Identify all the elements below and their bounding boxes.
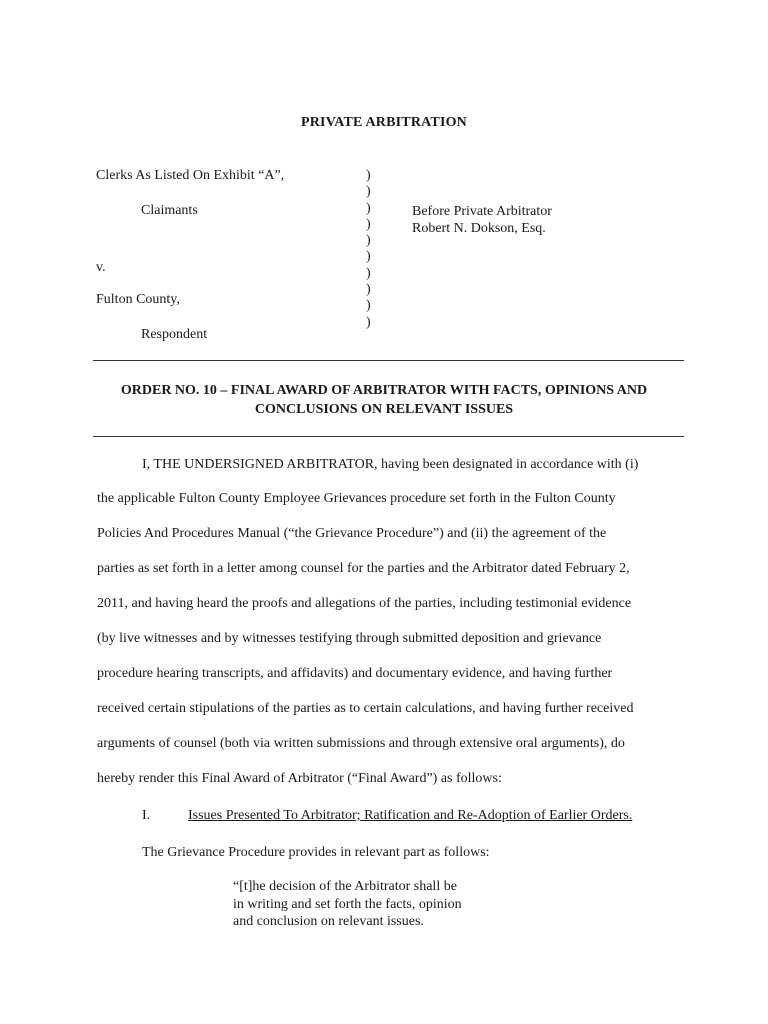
caption-paren-column: ) ) ) ) ) ) ) ) ) ) bbox=[366, 168, 371, 330]
divider-top bbox=[93, 360, 684, 361]
order-title bbox=[0, 381, 768, 419]
body-line: the applicable Fulton County Employee Grievances procedure set forth in the Fulton County bbox=[97, 491, 616, 506]
respondent-name: Fulton County, bbox=[96, 292, 180, 307]
respondent-role: Respondent bbox=[141, 327, 208, 342]
arbitrator-line-2: Robert N. Dokson, Esq. bbox=[412, 221, 546, 236]
block-quote bbox=[233, 878, 462, 931]
quote-line-2: in writing and set forth the facts, opinion bbox=[233, 896, 462, 912]
claimants-name: Clerks As Listed On Exhibit “A”, bbox=[96, 168, 285, 183]
divider-bottom bbox=[93, 436, 684, 437]
body-line: I, THE UNDERSIGNED ARBITRATOR, having been designated in accordance with (i) bbox=[142, 457, 639, 472]
body-line: received certain stipulations of the parties as to certain calculations, and having further received bbox=[97, 701, 634, 716]
body-line: 2011, and having heard the proofs and allegations of the parties, including testimonial evidence bbox=[97, 596, 632, 611]
quote-line-1: “[t]he decision of the Arbitrator shall be bbox=[233, 879, 457, 894]
document-title: PRIVATE ARBITRATION bbox=[300, 115, 467, 130]
claimants-role: Claimants bbox=[141, 203, 198, 218]
body-line: hereby render this Final Award of Arbitrator (“Final Award”) as follows: bbox=[97, 771, 502, 786]
arbitrator-line-1: Before Private Arbitrator bbox=[412, 204, 552, 219]
order-title-line-1: ORDER NO. 10 – FINAL AWARD OF ARBITRATOR WITH FACTS, OPINIONS AND bbox=[120, 383, 648, 398]
body-line: Policies And Procedures Manual (“the Grievance Procedure”) and (ii) the agreement of the bbox=[97, 526, 607, 541]
body-line: arguments of counsel (both via written submissions and through extensive oral arguments), do bbox=[97, 736, 625, 751]
body-line: parties as set forth in a letter among counsel for the parties and the Arbitrator dated February 2, bbox=[97, 561, 630, 576]
section-number: I. bbox=[142, 808, 151, 823]
versus-label: v. bbox=[96, 260, 106, 275]
order-title-line-2: CONCLUSIONS ON RELEVANT ISSUES bbox=[254, 402, 514, 417]
section-intro: The Grievance Procedure provides in relevant part as follows: bbox=[142, 845, 490, 860]
quote-line-3: and conclusion on relevant issues. bbox=[233, 914, 424, 929]
body-line: procedure hearing transcripts, and affidavits) and documentary evidence, and having further bbox=[97, 666, 613, 681]
section-heading: Issues Presented To Arbitrator; Ratification and Re-Adoption of Earlier Orders. bbox=[188, 808, 633, 823]
body-line: (by live witnesses and by witnesses testifying through submitted deposition and grievance bbox=[97, 631, 602, 646]
